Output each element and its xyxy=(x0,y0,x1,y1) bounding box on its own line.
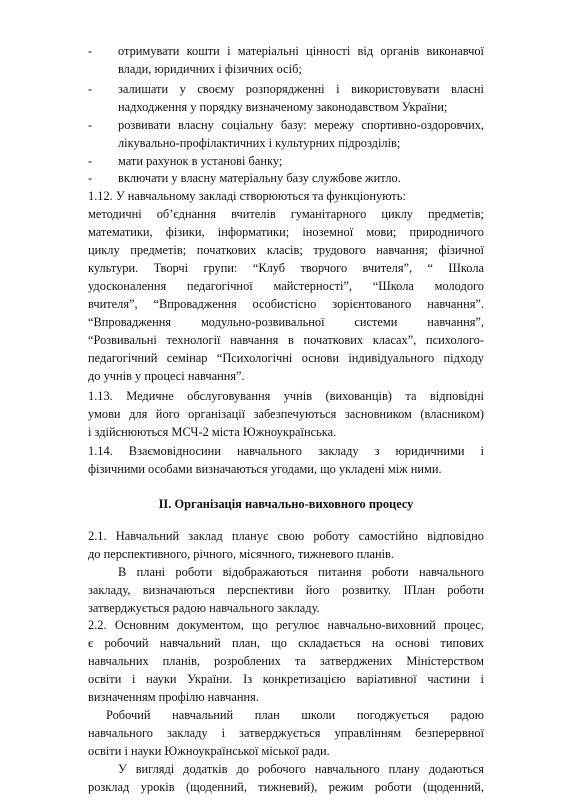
text-line: 1.13. Медичне обслуговування учнів (вихованців) та відповідні xyxy=(88,389,484,403)
section-heading: ІІ. Організація навчально-виховного процесу xyxy=(158,497,414,511)
text-line: залишати у своєму розпорядженні і використовувати власні xyxy=(118,82,484,96)
text-line: методичні об’єднання вчителів гуманітарного циклу предметів; xyxy=(88,207,484,221)
text-line: удосконалення педагогічної майстерності”, “Школа молодого xyxy=(88,279,484,293)
text-line: 1.12. У навчальному закладі створюються та функціонують: xyxy=(88,189,406,203)
text-line: включати у власну матеріальну базу службове житло. xyxy=(118,171,401,185)
bullet-dash: - xyxy=(88,118,93,132)
text-line: освіти і науки Южноукраїнської міської ради. xyxy=(88,744,330,758)
text-line: затверджується радою навчального закладу. xyxy=(88,601,320,615)
text-line: до перспективного, річного, місячного, тижневого планів. xyxy=(88,547,394,561)
text-line: 2.2. Основним документом, що регулює навчально-виховний процес, xyxy=(88,618,484,632)
text-line: 1.14. Взаємовідносини навчального закладу з юридичними і xyxy=(88,444,484,458)
text-line: В плані роботи відображаються питання роботи навчального xyxy=(118,565,484,579)
bullet-dash: - xyxy=(88,154,93,168)
text-line: і здійснюються МСЧ-2 міста Южноукраїнська. xyxy=(88,425,337,439)
text-line: “Впровадження модульно-розвивальної системи навчання”, xyxy=(88,315,484,329)
text-line: циклу предметів; початкових класів; трудового навчання; фізичної xyxy=(88,243,484,257)
text-line: визначенням профілю навчання. xyxy=(88,690,259,704)
text-line: до учнів у процесі навчання”. xyxy=(88,369,245,383)
text-line: математики, фізики, інформатики; іноземної мови; природничого xyxy=(88,225,484,239)
text-line: навчальних планів, розроблених та затверджених Міністерством xyxy=(88,654,484,668)
text-line: У вигляді додатків до робочого навчального плану додаються xyxy=(118,762,484,776)
text-line: Робочий навчальний план школи погоджується радою xyxy=(106,708,484,722)
text-line: є робочий навчальний план, що складається на основі типових xyxy=(88,636,484,650)
text-line: культури. Творчі групи: “Клуб творчого вчителя”, “ Школа xyxy=(88,261,484,275)
text-line: “Розвивальні технології навчання в початкових класах”, психолого- xyxy=(88,333,484,347)
bullet-dash: - xyxy=(88,44,93,58)
text-line: педагогічний семінар “Психологічні основи індивідуального підходу xyxy=(88,351,484,365)
text-line: 2.1. Навчальний заклад планує свою роботу самостійно відповідно xyxy=(88,529,484,543)
text-line: розвивати власну соціальну базу: мережу спортивно-оздоровчих, xyxy=(118,118,484,132)
text-line: влади, юридичних і фізичних осіб; xyxy=(118,62,302,76)
text-line: вчителя”, “Впровадження особистісно зорієнтованого навчання”. xyxy=(88,297,484,311)
bullet-dash: - xyxy=(88,82,93,96)
text-line: отримувати кошти і матеріальні цінності від органів виконавчої xyxy=(118,44,484,58)
text-line: лікувально-профілактичних і культурних підрозділів; xyxy=(118,136,401,150)
bullet-dash: - xyxy=(88,171,93,185)
text-line: фізичними особами визначаються угодами, що укладені між ними. xyxy=(88,462,442,476)
text-line: навчального закладу і затверджується управлінням безперервної xyxy=(88,726,484,740)
text-line: умови для його організації забезпечуються засновником (власником) xyxy=(88,407,484,421)
text-line: освіти і науки України. Із конкретизацією варіативної частини і xyxy=(88,672,484,686)
text-line: закладу, визначаються перспективи його розвитку. ІПлан роботи xyxy=(88,583,484,597)
text-line: мати рахунок в установі банку; xyxy=(118,154,283,168)
text-line: розклад уроків (щоденний, тижневий), режим роботи (щоденний, xyxy=(88,780,484,794)
text-line: надходження у порядку визначеному законодавством України; xyxy=(118,100,448,114)
